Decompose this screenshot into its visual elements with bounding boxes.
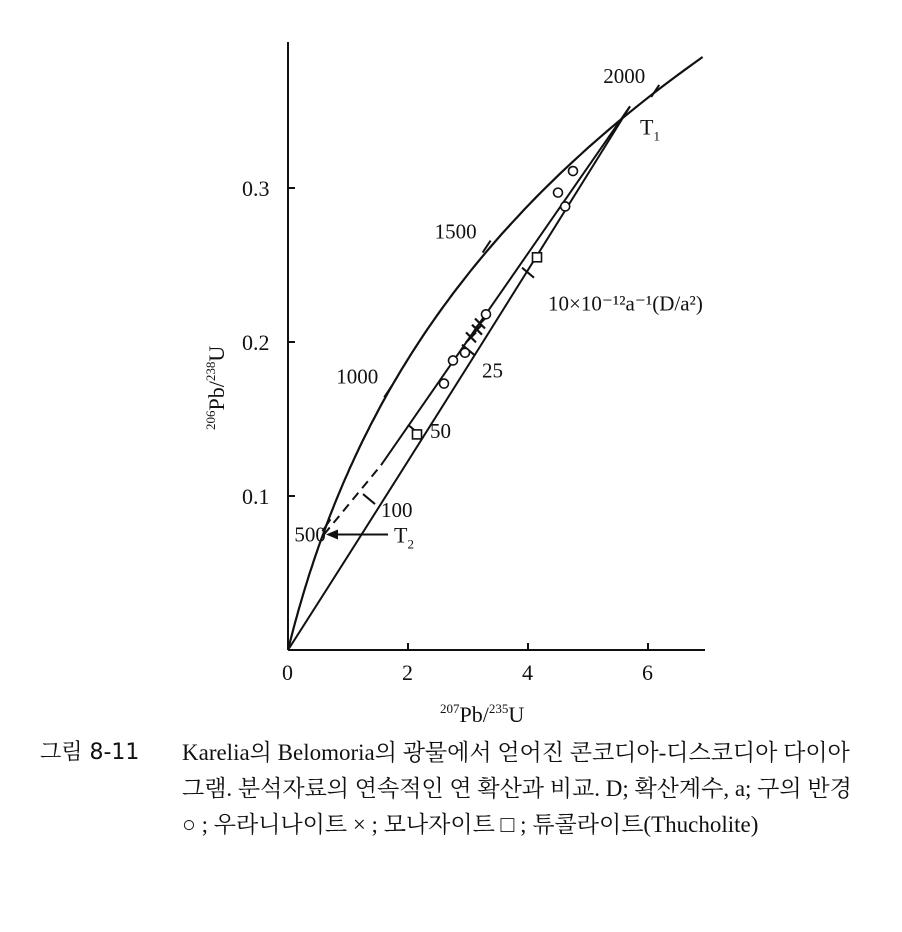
y-axis-label (203, 346, 229, 430)
x-axis-label-sup-1: 207 (440, 701, 460, 716)
uraninite-point (554, 188, 563, 197)
discordia-intercepts (326, 114, 660, 551)
concordia-curve (288, 57, 703, 650)
y-axis-label-sup-1: 206 (203, 410, 218, 430)
discordia-line (381, 106, 630, 465)
diffusion-mark-label: 25 (482, 358, 503, 383)
uraninite-point (449, 356, 458, 365)
age-tick-label: 1500 (434, 219, 477, 244)
age-tick-label: 500 (294, 522, 326, 547)
caption-text: Karelia의 Belomoria의 광물에서 얻어진 콘코디아-디스코디아 다이아그램. 분석자료의 연속적인 연 확산과 비교. D; 확산계수, a; 구의 반경 (182, 740, 852, 801)
intercept-t1-sub: 1 (653, 128, 660, 144)
discordia-dashed-segment (324, 465, 381, 534)
y-axis-label-end: U (204, 345, 229, 362)
x-tick-label: 4 (522, 660, 533, 685)
uraninite-point (482, 310, 491, 319)
y-axis-label-main: Pb/ (204, 381, 229, 411)
diffusion-mark-label: 50 (430, 418, 451, 443)
y-tick-label: 0.2 (242, 330, 270, 355)
intercept-t2-label: $T_2$ (394, 522, 414, 552)
diffusion-mark-label: 10×10⁻¹²a⁻¹(D/a²) (548, 291, 703, 316)
caption-number: 그림 8-11 (40, 740, 140, 765)
figure-caption (40, 735, 870, 843)
uraninite-point (569, 167, 578, 176)
x-axis-label-end: U (508, 702, 525, 727)
thucholite-point (533, 253, 542, 262)
y-axis-label-sup-2: 238 (203, 361, 218, 382)
uraninite-point (461, 348, 470, 357)
uraninite-point (440, 379, 449, 388)
age-tick (384, 385, 392, 397)
x-axis-label (440, 701, 524, 727)
diffusion-mark (363, 494, 375, 504)
caption-legend: ○ ; 우라니나이트 × ; 모나자이트 □ ; 튜콜라이트(Thucholite) (182, 812, 759, 837)
y-tick-label: 0.3 (242, 176, 270, 201)
y-tick-label: 0.1 (242, 484, 270, 509)
intercept-t1-label: $T_1$ (640, 114, 660, 144)
age-tick-label: 1000 (336, 364, 379, 389)
x-tick-label: 0 (282, 660, 293, 685)
x-axis-label-sup-2: 235 (488, 701, 509, 716)
x-tick-label: 6 (642, 660, 653, 685)
thucholite-point (413, 430, 422, 439)
discordia-diffusion-marks (363, 268, 703, 522)
x-tick-label: 2 (402, 660, 413, 685)
intercept-t2-sub: 2 (407, 536, 414, 552)
age-tick-label: 2000 (603, 63, 646, 88)
diffusion-mark-label: 100 (381, 498, 413, 523)
x-axis-label-main: Pb/ (459, 702, 489, 727)
uraninite-point (561, 202, 570, 211)
